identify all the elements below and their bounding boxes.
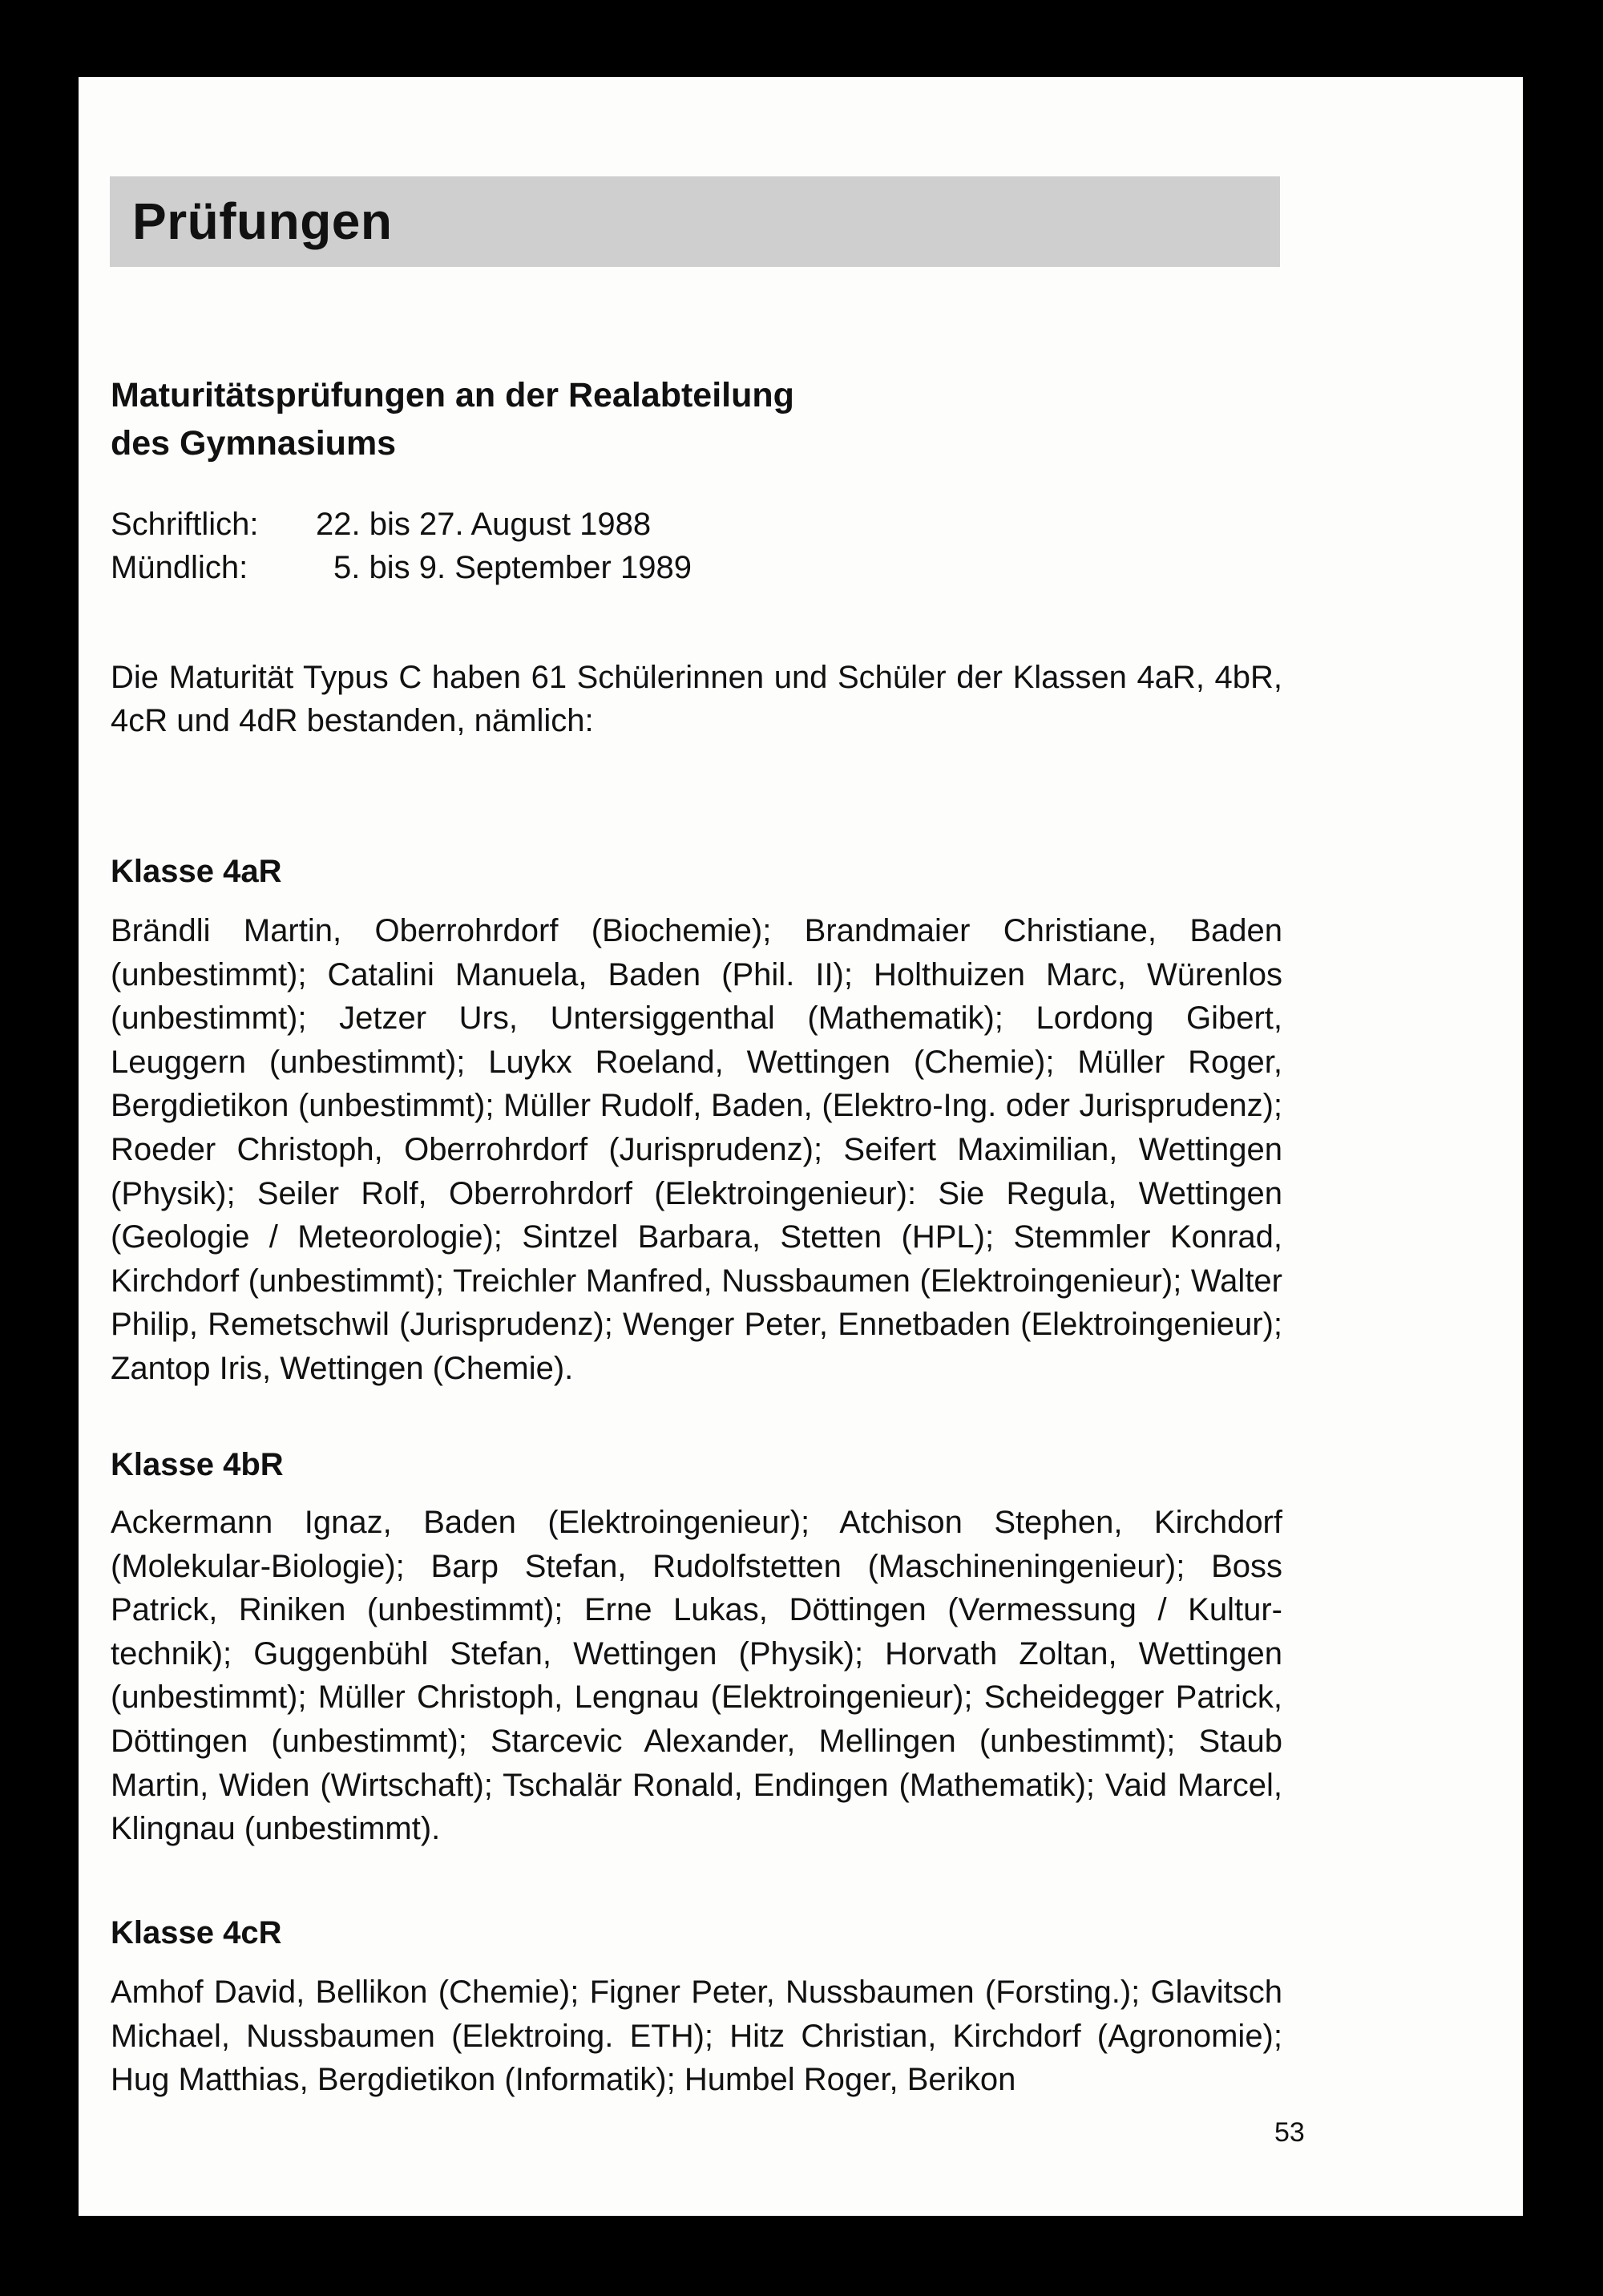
- oral-exam-row: [111, 546, 1282, 589]
- page-number: 53: [1274, 2117, 1305, 2148]
- oral-exam-label: Mündlich:: [111, 550, 248, 585]
- class-heading-4cR: Klasse 4cR: [111, 1915, 282, 1950]
- section-subtitle: [111, 371, 1282, 467]
- written-exam-row: [111, 503, 1282, 546]
- written-exam-label: Schriftlich:: [111, 507, 259, 542]
- class-list-4cR: Amhof David, Bellikon (Chemie); Figner Peter, Nussbaumen (Forsting.); Glavitsch Michael, Nussbaumen (Elektroing. ETH); Hitz Christian, Kirchdorf (Agronomie); Hug Matthias, Bergdietikon (Informatik); Humbel Roger, Berikon: [111, 1975, 1282, 2098]
- written-exam-dates: 22. bis 27. August 1988: [316, 507, 652, 542]
- oral-exam-dates: 5. bis 9. September 1989: [333, 550, 692, 585]
- class-heading-4bR: Klasse 4bR: [111, 1447, 284, 1482]
- intro-paragraph: Die Maturität Typus C haben 61 Schülerinnen und Schüler der Klassen 4aR, 4bR, 4cR und 4dR bestanden, nämlich:: [111, 660, 1282, 738]
- class-list-4aR: Brändli Martin, Oberrohrdorf (Biochemie); Brandmaier Christiane, Baden (unbestimmt); Catalini Manuela, Baden (Phil. II); Holthuizen Marc, Würenlos (unbestimmt); Jetzer Urs, Untersiggenthal (Mathematik); Lordong Gibert, Leuggern (unbestimmt); Luykx Roeland, Wettingen (Chemie); Müller Roger, Bergdietikon (unbestimmt); Müller Rudolf, Baden, (Elektro-Ing. oder Jurisprudenz); Roeder Christoph, Oberrohrdorf (Jurisprudenz); Seifert Maximilian, Wettingen (Physik); Seiler Rolf, Oberrohrdorf (Elektroingenieur): Sie Regula, Wettingen (Geologie / Meteorologie); Sintzel Barbara, Stetten (HPL); Stemmler Konrad, Kirchdorf (unbestimmt); Treichler Manfred, Nussbaumen (Elektroingenieur); Walter Philip, Remetschwil (Jurisprudenz); Wenger Peter, Ennetbaden (Elektroingenieur); Zantop Iris, Wettingen (Chemie).: [111, 913, 1282, 1386]
- class-list-4bR: Ackermann Ignaz, Baden (Elektroingenieur); Atchison Stephen, Kirchdorf (Molekular-Biologie); Barp Stefan, Rudolfstetten (Maschineningenieur); Boss Patrick, Riniken (unbestimmt); Erne Lukas, Döttingen (Vermessung / Kulturtechnik); Guggenbühl Stefan, Wettingen (Physik); Horvath Zoltan, Wettingen (unbestimmt); Müller Christoph, Lengnau (Elektroingenieur); Scheidegger Patrick, Döttingen (unbestimmt); Starcevic Alexander, Mellingen (unbestimmt); Staub Martin, Widen (Wirtschaft); Tschalär Ronald, Endingen (Mathematik); Vaid Marcel, Klingnau (unbestimmt).: [111, 1505, 1282, 1847]
- subtitle-line-2: des Gymnasiums: [111, 424, 397, 463]
- class-heading-4aR: Klasse 4aR: [111, 854, 282, 889]
- exam-dates: [111, 503, 1282, 589]
- subtitle-line-1: Maturitätsprüfungen an der Realabteilung: [111, 376, 794, 414]
- page-title: Prüfungen: [132, 192, 393, 250]
